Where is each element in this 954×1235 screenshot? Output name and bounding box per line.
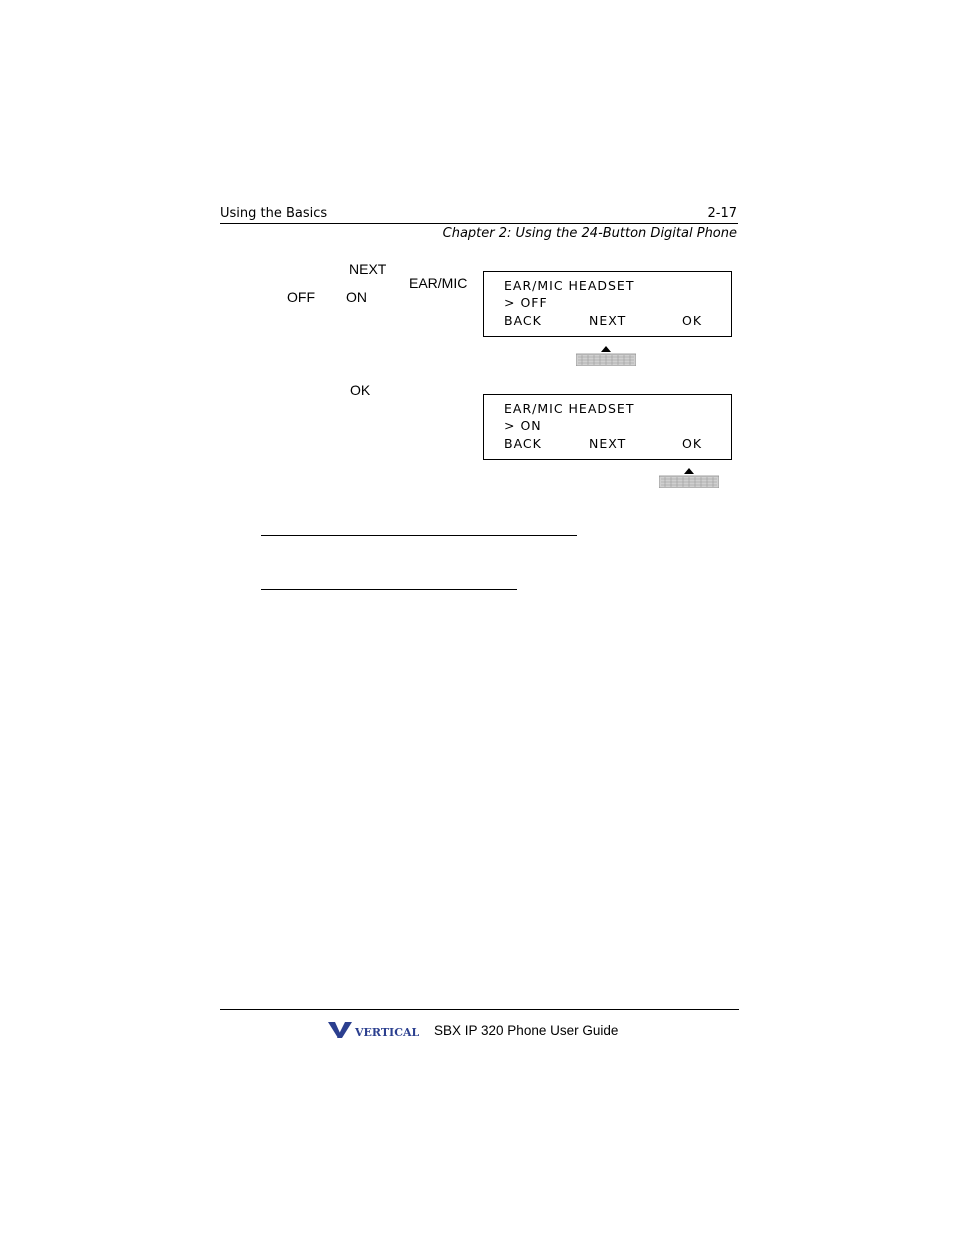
softkey-ok: OK	[682, 313, 703, 328]
lcd-line-title: EAR/MIC HEADSET	[504, 278, 635, 293]
softkey-ok: OK	[682, 436, 703, 451]
running-header-section: Using the Basics	[220, 206, 328, 221]
separator-line	[261, 535, 577, 536]
step-on-label: ON	[346, 289, 367, 305]
step-next-label: NEXT	[349, 261, 387, 277]
softkey-next: NEXT	[589, 313, 627, 328]
lcd-line-value: > OFF	[504, 295, 548, 310]
up-arrow-icon	[684, 468, 694, 474]
lcd-line-title: EAR/MIC HEADSET	[504, 401, 635, 416]
lcd-line-value: > ON	[504, 418, 542, 433]
softkey-next: NEXT	[589, 436, 627, 451]
softkey-back: BACK	[504, 436, 542, 451]
page-number: 2-17	[707, 206, 737, 221]
up-arrow-icon	[601, 346, 611, 352]
step-off-label: OFF	[287, 289, 315, 305]
lcd-display-on	[483, 394, 732, 460]
ok-softkey-button-icon[interactable]	[659, 468, 719, 488]
brand-name: VERTICAL	[355, 1026, 420, 1039]
separator-line	[261, 589, 517, 590]
next-softkey-button-icon[interactable]	[576, 346, 636, 366]
step-earmic-label: EAR/MIC	[409, 275, 468, 291]
step-ok-label: OK	[350, 382, 371, 398]
softkey-back: BACK	[504, 313, 542, 328]
vertical-logo	[328, 1020, 428, 1040]
footer-rule	[220, 1009, 739, 1010]
guide-title: SBX IP 320 Phone User Guide	[434, 1023, 619, 1038]
lcd-display-off	[483, 271, 732, 337]
header-rule	[220, 223, 738, 224]
chapter-title: Chapter 2: Using the 24-Button Digital Phone	[442, 226, 737, 241]
